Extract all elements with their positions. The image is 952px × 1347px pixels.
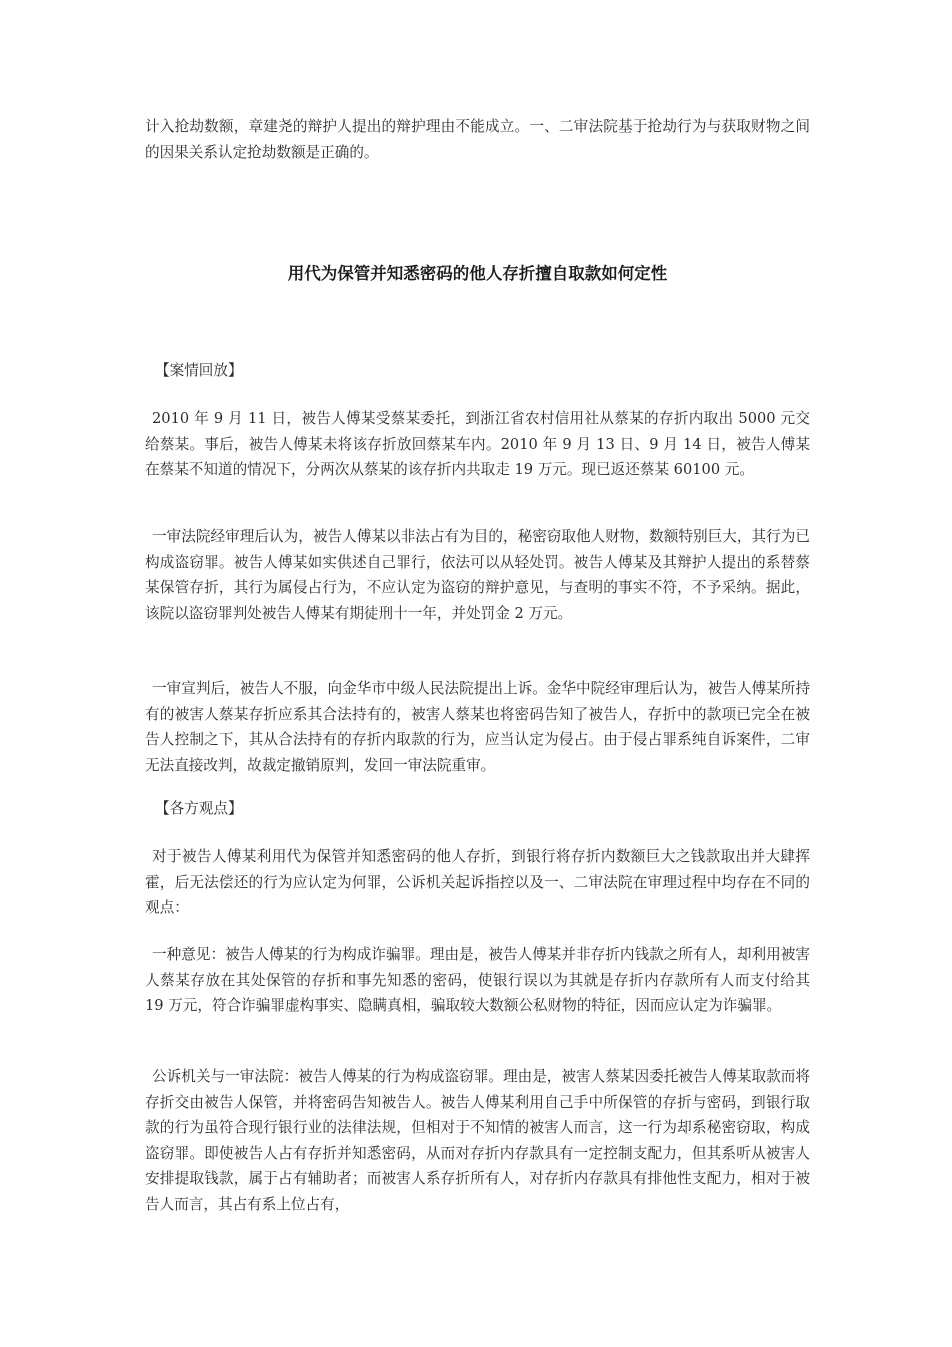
section-views-heading-wrap xyxy=(145,796,810,822)
case-paragraph-3: 一审宣判后，被告人不服，向金华市中级人民法院提出上诉。金华中院经审理后认为，被告人傅某所持有的被害人蔡某存折应系其合法持有的，被害人蔡某也将密码告知了被告人，存折中的款项已完全在被告人控制之下，其从合法持有的存折内取款的行为，应当认定为侵占。由于侵占罪系纯自诉案件，二审无法直接改判，故裁定撤销原判，发回一审法院重审。 xyxy=(145,680,810,774)
section-views-heading: 【各方观点】 xyxy=(155,800,243,817)
article-title: 用代为保管并知悉密码的他人存折擅自取款如何定性 xyxy=(287,264,668,283)
top-content xyxy=(145,114,810,165)
case-paragraph-1: 2010 年 9 月 11 日，被告人傅某受蔡某委托，到浙江省农村信用社从蔡某的存折内取出 5000 元交给蔡某。事后，被告人傅某未将该存折放回蔡某车内。2010 年 9 月 13 日、9 月 14 日，被告人傅某在蔡某不知道的情况下，分两次从蔡某的该存折内共取走 19 万元。现已返还蔡某 60100 元。 xyxy=(145,410,810,478)
case-paragraph-2-wrap xyxy=(145,524,810,626)
section-case-heading: 【案情回放】 xyxy=(155,362,243,379)
views-paragraph-2-wrap xyxy=(145,942,810,1019)
section-case-heading-wrap xyxy=(145,358,810,384)
intro-paragraph: 计入抢劫数额，章建尧的辩护人提出的辩护理由不能成立。一、二审法院基于抢劫行为与获取财物之间的因果关系认定抢劫数额是正确的。 xyxy=(145,118,810,161)
views-paragraph-3: 公诉机关与一审法院：被告人傅某的行为构成盗窃罪。理由是，被害人蔡某因委托被告人傅某取款而将存折交由被告人保管，并将密码告知被告人。被告人傅某利用自己手中所保管的存折与密码，到银行取款的行为虽符合现行银行业的法律法规，但相对于不知情的被害人而言，这一行为却系秘密窃取，构成盗窃罪。即使被告人占有存折并知悉密码，从而对存折内存款具有一定控制支配力，但其系听从被害人安排提取钱款，属于占有辅助者；而被害人系存折所有人，对存折内存款具有排他性支配力，相对于被告人而言，其占有系上位占有， xyxy=(145,1068,810,1213)
case-paragraph-1-wrap xyxy=(145,406,810,483)
case-paragraph-3-wrap xyxy=(145,676,810,778)
views-paragraph-1-wrap xyxy=(145,844,810,921)
views-paragraph-1: 对于被告人傅某利用代为保管并知悉密码的他人存折，到银行将存折内数额巨大之钱款取出并大肆挥霍，后无法偿还的行为应认定为何罪，公诉机关起诉指控以及一、二审法院在审理过程中均存在不同的观点： xyxy=(145,848,810,916)
case-paragraph-2: 一审法院经审理后认为，被告人傅某以非法占有为目的，秘密窃取他人财物，数额特别巨大，其行为已构成盗窃罪。被告人傅某如实供述自己罪行，依法可以从轻处罚。被告人傅某及其辩护人提出的系替蔡某保管存折，其行为属侵占行为，不应认定为盗窃的辩护意见，与查明的事实不符，不予采纳。据此，该院以盗窃罪判处被告人傅某有期徒刑十一年，并处罚金 2 万元。 xyxy=(145,528,810,622)
views-paragraph-3-wrap xyxy=(145,1064,810,1217)
views-paragraph-2: 一种意见：被告人傅某的行为构成诈骗罪。理由是，被告人傅某并非存折内钱款之所有人，却利用被害人蔡某存放在其处保管的存折和事先知悉的密码，使银行误以为其就是存折内存款所有人而支付给其 19 万元，符合诈骗罪虚构事实、隐瞒真相，骗取较大数额公私财物的特征，因而应认定为诈骗罪。 xyxy=(145,946,810,1014)
